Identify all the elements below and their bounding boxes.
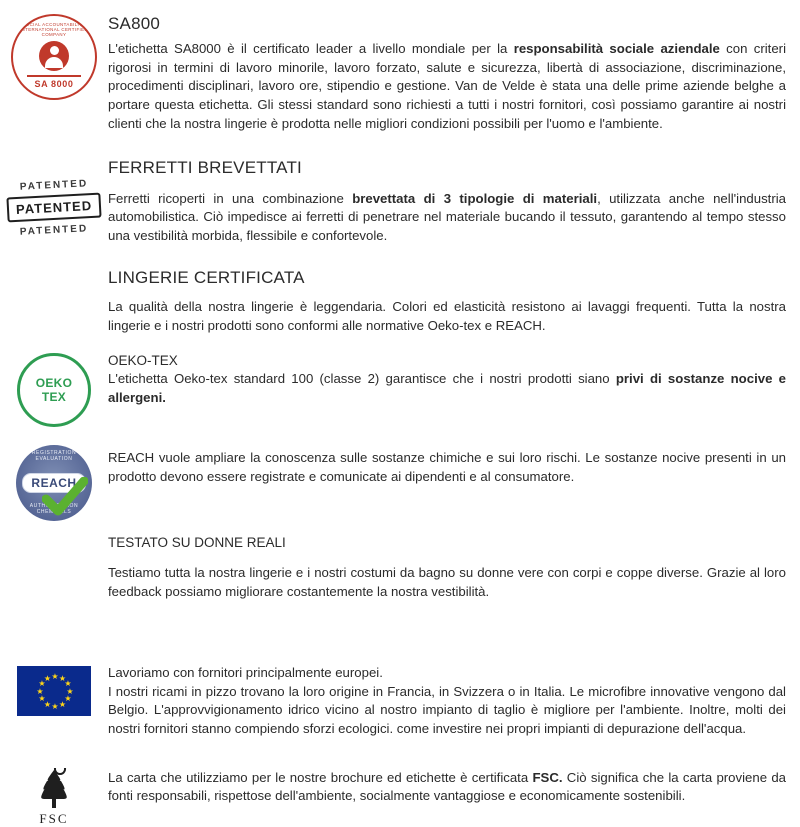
section-oeko-tex <box>0 353 800 427</box>
eu-star-icon: ★ <box>43 673 52 683</box>
patented-badge <box>8 176 100 240</box>
eu-star-icon: ★ <box>51 701 59 711</box>
sa8000-badge <box>11 14 97 100</box>
section-reach <box>0 445 800 521</box>
section-fsc <box>0 765 800 827</box>
document-page <box>0 14 800 826</box>
heading-ferretti: FERRETTI BREVETTATI <box>108 157 302 177</box>
paragraph-testato: Testiamo tutta la nostra lingerie e i nostri costumi da bagno su donne vere con corpi e coppe diverse. Grazie al loro feedback possiamo migliorare costantemente la nostra vestibilità. <box>108 565 786 600</box>
patented-center-text: PATENTED <box>6 193 101 223</box>
section-lingerie-certificata <box>0 268 800 335</box>
eu-star-icon: ★ <box>64 694 72 704</box>
subheading-testato: TESTATO SU DONNE REALI <box>108 535 286 551</box>
text-column <box>108 353 800 407</box>
eu-star-icon: ★ <box>58 699 67 709</box>
eu-star-icon: ★ <box>66 686 74 696</box>
heading-sa8000: SA800 <box>108 14 161 33</box>
text-column <box>108 535 800 601</box>
paragraph-ferretti: Ferretti ricoperti in una combinazione brevettata di 3 tipologie di materiali, utilizzata anche nell'industria automobilistica. Ciò impedisce ai ferretti di penetrare nel materiale bucando il tessuto, garantendo al tempo stesso una vestibilità morbida, flessibile e confortevole. <box>108 190 786 244</box>
reach-badge <box>16 445 92 521</box>
eu-star-icon: ★ <box>36 686 44 696</box>
paragraph-oeko-tex: L'etichetta Oeko-tex standard 100 (classe 2) garantisce che i nostri prodotti siano privi di sostanze nocive e allergeni. <box>108 371 786 406</box>
eu-flag-badge <box>17 666 91 716</box>
fsc-tree-icon <box>34 768 74 810</box>
fsc-badge <box>21 765 87 827</box>
paragraph-fornitori-2: I nostri ricami in pizzo trovano la loro origine in Francia, in Svizzera o in Italia. Le microfibre innovative vengono dal Belgio. L'approvvigionamento idrico vicino al nostro impianto di taglio è migliore per l'ambiente. Inoltre, molti dei nostri fornitori stanno compiendo sforzi ecologici. come investire nei propri impianti di depurazione dell'acqua. <box>108 683 786 737</box>
text-column <box>108 158 800 246</box>
patented-top-text: PATENTED <box>19 177 89 193</box>
eu-star-icon: ★ <box>58 673 67 683</box>
sa8000-label: SA 8000 <box>34 78 74 89</box>
section-ferretti <box>0 158 800 246</box>
sa8000-divider <box>27 75 81 77</box>
oeko-line2: TEX <box>41 390 67 405</box>
reach-arc-top: REGISTRATION EVALUATION <box>31 450 77 463</box>
section-testato <box>0 535 800 601</box>
text-column <box>108 268 800 335</box>
oeko-tex-badge <box>17 353 91 427</box>
paragraph-fornitori-1: Lavoriamo con fornitori principalmente europei. <box>108 664 383 680</box>
badge-column <box>0 765 108 827</box>
text-column <box>108 445 800 486</box>
paragraph-lingerie-certificata: La qualità della nostra lingerie è leggendaria. Colori ed elasticità resistono ai lavaggi frequenti. Tutta la nostra lingerie e i nostri prodotti sono conformi alle normative Oeko-tex e REACH. <box>108 298 786 333</box>
sa8000-ring-text: SOCIAL ACCOUNTABILITY INTERNATIONAL CERTIFIED COMPANY <box>19 22 89 38</box>
badge-column <box>0 353 108 427</box>
subheading-oeko-tex: OEKO-TEX <box>108 353 178 369</box>
reach-arc-bottom: AUTHORISATION CHEMICALS <box>29 503 79 516</box>
section-fornitori-europei <box>0 664 800 739</box>
eu-star-icon: ★ <box>43 699 52 709</box>
badge-column <box>0 664 108 716</box>
green-check-icon <box>42 477 88 519</box>
badge-column <box>0 158 108 240</box>
badge-column <box>0 445 108 521</box>
text-column <box>108 14 800 134</box>
paragraph-sa8000: L'etichetta SA8000 è il certificato leader a livello mondiale per la responsabilità sociale aziendale con criteri rigorosi in termini di lavoro minorile, lavoro forzato, salute e sicurezza, libertà di associazione, discriminazione, procedimenti disciplinari, lavoro ore, stipendio e gestione. Van de Velde è stata una delle prime aziende belghe a portare questa etichetta. Gli stessi standard sono richiesti a tutti i nostri fornitori, così possiamo garantire ai nostri clienti che la nostra lingerie è prodotta nelle migliori condizioni possibili per l'uomo e l'ambiente. <box>108 41 786 131</box>
oeko-line1: OEKO <box>35 376 73 391</box>
paragraph-reach: REACH vuole ampliare la conoscenza sulle sostanze chimiche e sui loro rischi. Le sostanze nocive presenti in un prodotto devono essere registrate e comunicate ai dipendenti e al consumatore. <box>108 450 786 485</box>
eu-star-icon: ★ <box>51 671 59 681</box>
badge-column <box>0 14 108 100</box>
reach-label: REACH <box>22 473 85 493</box>
heading-lingerie-certificata: LINGERIE CERTIFICATA <box>108 267 305 287</box>
eu-star-icon: ★ <box>64 679 72 689</box>
eu-star-icon: ★ <box>38 679 46 689</box>
section-sa8000 <box>0 14 800 134</box>
patented-bottom-text: PATENTED <box>19 222 89 238</box>
fsc-label: FSC <box>39 810 69 826</box>
paragraph-fsc: La carta che utilizziamo per le nostre brochure ed etichette è certificata FSC. Ciò significa che la carta proviene da fonti responsabili, rispettose dell'ambiente, socialmente vantaggiose e economicamente sostenibili. <box>108 769 786 804</box>
eu-star-icon: ★ <box>38 694 46 704</box>
text-column <box>108 664 800 739</box>
sa8000-person-icon <box>39 41 69 71</box>
